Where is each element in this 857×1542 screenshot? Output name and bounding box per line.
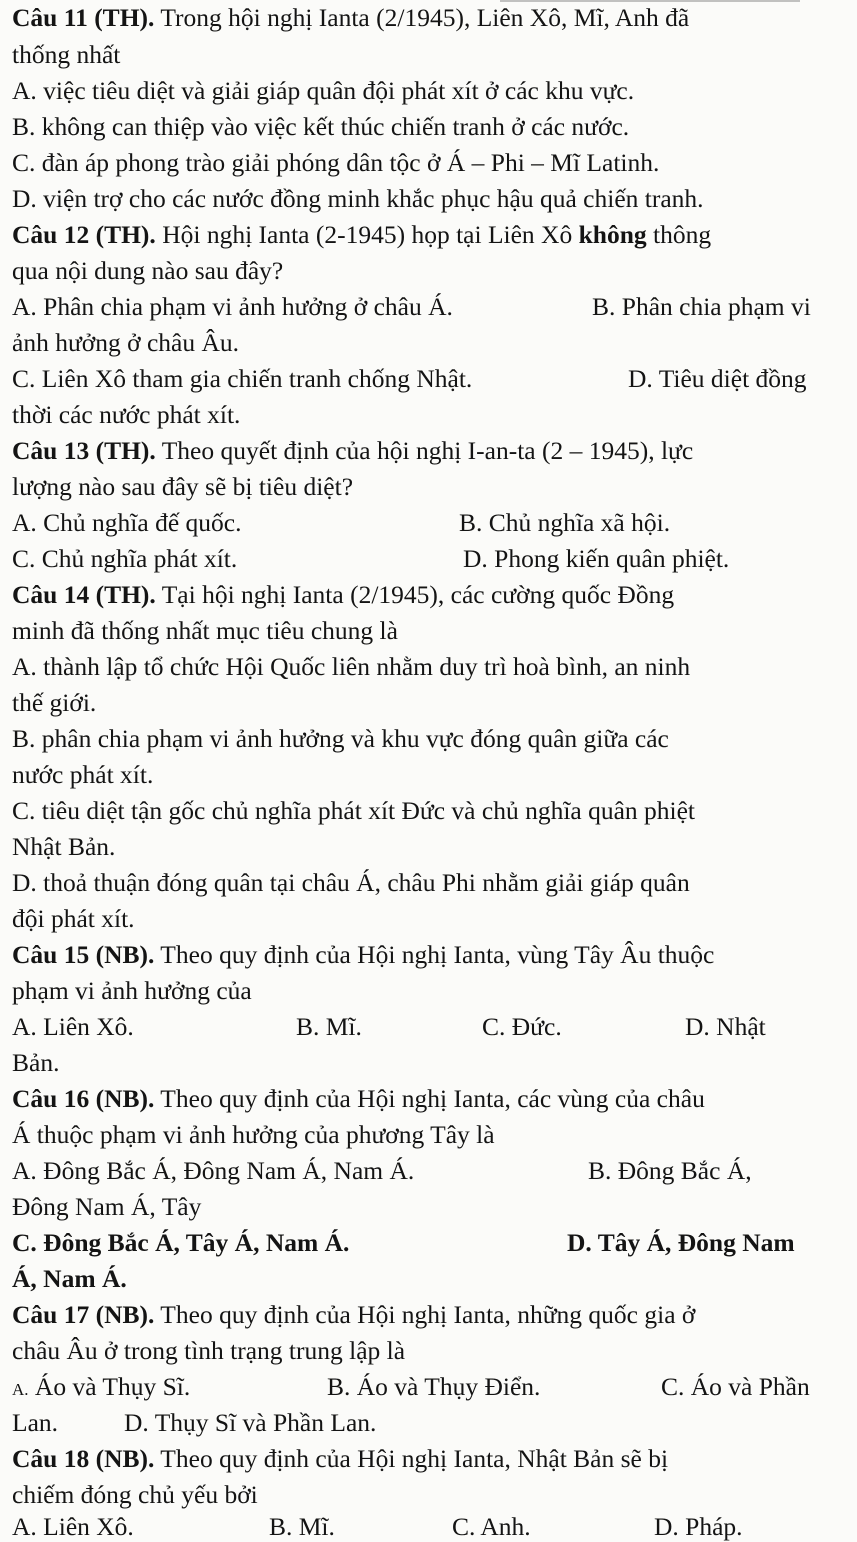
- q11-option-c: C. đàn áp phong trào giải phóng dân tộc ở Á – Phi – Mĩ Latinh.: [12, 148, 660, 177]
- q11-option-a: A. việc tiêu diệt và giải giáp quân đội phát xít ở các khu vực.: [12, 76, 635, 105]
- q13-options-ab: [12, 508, 849, 538]
- q18-line-1: [12, 1444, 849, 1474]
- q18-option-b: B. Mĩ.: [269, 1512, 335, 1541]
- q15-stem-1: Theo quy định của Hội nghị Ianta, vùng Tây Âu thuộc: [154, 940, 715, 969]
- q16-option-b-cont: Đông Nam Á, Tây: [12, 1192, 202, 1221]
- q17-option-d: D. Thụy Sĩ và Phần Lan.: [124, 1408, 377, 1437]
- q11-option-d: D. viện trợ cho các nước đồng minh khắc phục hậu quả chiến tranh.: [12, 184, 704, 213]
- q12-option-d-cont: thời các nước phát xít.: [12, 400, 241, 429]
- q14-option-b: B. phân chia phạm vi ảnh hưởng và khu vực đóng quân giữa các: [12, 724, 669, 753]
- q13-option-b: B. Chủ nghĩa xã hội.: [459, 508, 671, 537]
- q12-option-a: A. Phân chia phạm vi ảnh hưởng ở châu Á.: [12, 292, 453, 321]
- q12-stem-2: qua nội dung nào sau đây?: [12, 256, 284, 285]
- q11-stem-2: thống nhất: [12, 40, 121, 69]
- q15-option-c: C. Đức.: [482, 1012, 562, 1041]
- q17-line-1: [12, 1300, 849, 1330]
- q17-option-a: Áo và Thụy Sĩ.: [28, 1372, 191, 1401]
- q13-line-1: [12, 436, 849, 466]
- q16-option-c: C. Đông Bắc Á, Tây Á, Nam Á.: [12, 1228, 350, 1257]
- q17-stem-1: Theo quy định của Hội nghị Ianta, những quốc gia ở: [154, 1300, 696, 1329]
- q13-stem-1: Theo quyết định của hội nghị I-an-ta (2 – 1945), lực: [155, 436, 694, 465]
- q15-option-b: B. Mĩ.: [296, 1012, 362, 1041]
- q12-option-d: D. Tiêu diệt đồng: [628, 364, 807, 393]
- q17-option-b: B. Áo và Thụy Điển.: [327, 1372, 541, 1401]
- q16-option-b: B. Đông Bắc Á,: [588, 1156, 752, 1185]
- q12-stem-a: Hội nghị Ianta (2-1945) họp tại Liên Xô: [155, 220, 579, 249]
- q14-stem-2: minh đã thống nhất mục tiêu chung là: [12, 616, 398, 645]
- q12-option-b: B. Phân chia phạm vi: [592, 292, 811, 321]
- q12-options-ab: [12, 292, 849, 322]
- q15-stem-2: phạm vi ảnh hưởng của: [12, 976, 252, 1005]
- q17-option-a-letter: A.: [12, 1380, 29, 1399]
- q17-line-4: [12, 1408, 849, 1438]
- q12-stem-bold: không: [578, 220, 647, 249]
- q16-options-cd: [12, 1228, 849, 1258]
- q16-option-d: D. Tây Á, Đông Nam: [567, 1228, 795, 1257]
- q15-option-d: D. Nhật: [685, 1012, 766, 1041]
- q16-option-a: A. Đông Bắc Á, Đông Nam Á, Nam Á.: [12, 1156, 415, 1185]
- q18-label: Câu 18 (NB).: [12, 1444, 155, 1473]
- q16-stem-1: Theo quy định của Hội nghị Ianta, các vùng của châu: [154, 1084, 705, 1113]
- q14-line-1: [12, 580, 849, 610]
- q13-options-cd: [12, 544, 849, 574]
- q13-option-c: C. Chủ nghĩa phát xít.: [12, 544, 238, 573]
- q16-line-1: [12, 1084, 849, 1114]
- q18-stem-1: Theo quy định của Hội nghị Ianta, Nhật Bản sẽ bị: [154, 1444, 669, 1473]
- q15-options: [12, 1012, 849, 1042]
- q12-options-cd: [12, 364, 849, 394]
- q11-stem-1: Trong hội nghị Ianta (2/1945), Liên Xô, Mĩ, Anh đã: [154, 3, 690, 32]
- q16-label: Câu 16 (NB).: [12, 1084, 155, 1113]
- q18-option-a: A. Liên Xô.: [12, 1512, 134, 1541]
- q12-line-1: [12, 220, 849, 250]
- q12-stem-b: thông: [646, 220, 712, 249]
- q11-option-b: B. không can thiệp vào việc kết thúc chiến tranh ở các nước.: [12, 112, 630, 141]
- q12-label: Câu 12 (TH).: [12, 220, 156, 249]
- q13-option-a: A. Chủ nghĩa đế quốc.: [12, 508, 242, 537]
- q16-options-ab: [12, 1156, 849, 1186]
- q14-option-c-cont: Nhật Bản.: [12, 832, 116, 861]
- q13-stem-2: lượng nào sau đây sẽ bị tiêu diệt?: [12, 472, 354, 501]
- q15-label: Câu 15 (NB).: [12, 940, 155, 969]
- q15-line-1: [12, 940, 849, 970]
- q14-label: Câu 14 (TH).: [12, 580, 156, 609]
- q14-option-b-cont: nước phát xít.: [12, 760, 154, 789]
- q14-option-d: D. thoả thuận đóng quân tại châu Á, châu Phi nhằm giải giáp quân: [12, 868, 690, 897]
- q13-label: Câu 13 (TH).: [12, 436, 156, 465]
- q11-label: Câu 11 (TH).: [12, 3, 155, 32]
- q17-option-c-cont: Lan.: [12, 1408, 59, 1437]
- q12-option-b-cont: ảnh hưởng ở châu Âu.: [12, 328, 240, 357]
- q14-option-a: A. thành lập tổ chức Hội Quốc liên nhằm duy trì hoà bình, an ninh: [12, 652, 691, 681]
- q17-stem-2: châu Âu ở trong tình trạng trung lập là: [12, 1336, 406, 1365]
- q11-line-1: [12, 3, 849, 33]
- q12-option-c: C. Liên Xô tham gia chiến tranh chống Nhật.: [12, 364, 473, 393]
- q17-options-abc: [12, 1372, 849, 1402]
- q17-label: Câu 17 (NB).: [12, 1300, 155, 1329]
- q14-stem-1: Tại hội nghị Ianta (2/1945), các cường quốc Đồng: [155, 580, 675, 609]
- q18-option-c: C. Anh.: [452, 1512, 531, 1541]
- q15-option-a: A. Liên Xô.: [12, 1012, 134, 1041]
- q18-options: [12, 1512, 849, 1541]
- q14-option-c: C. tiêu diệt tận gốc chủ nghĩa phát xít Đức và chủ nghĩa quân phiệt: [12, 796, 696, 825]
- q14-option-a-cont: thế giới.: [12, 688, 97, 717]
- q14-option-d-cont: đội phát xít.: [12, 904, 135, 933]
- q16-stem-2: Á thuộc phạm vi ảnh hưởng của phương Tây là: [12, 1120, 495, 1149]
- q18-option-d: D. Pháp.: [654, 1512, 743, 1541]
- q15-option-d-cont: Bản.: [12, 1048, 60, 1077]
- q16-option-d-cont: Á, Nam Á.: [12, 1264, 127, 1293]
- q18-stem-2: chiếm đóng chủ yếu bởi: [12, 1480, 258, 1509]
- q17-option-c: C. Áo và Phần: [661, 1372, 810, 1401]
- q13-option-d: D. Phong kiến quân phiệt.: [463, 544, 730, 573]
